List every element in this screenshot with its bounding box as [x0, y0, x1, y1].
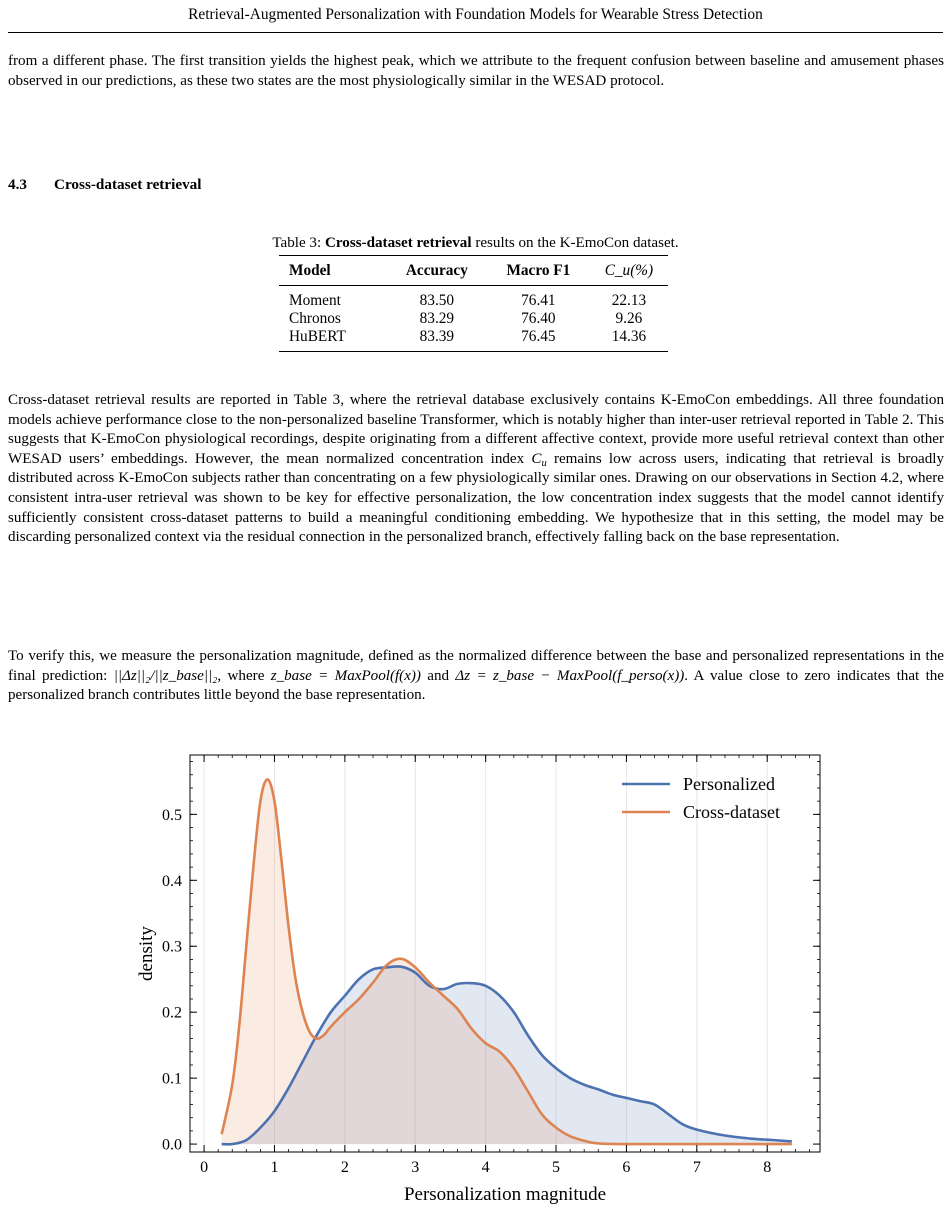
table-label: Table 3:	[272, 235, 322, 251]
cell-macro-f1: 76.41	[521, 292, 556, 309]
table-header-row	[279, 256, 668, 286]
cell-accuracy: 83.29	[419, 310, 455, 327]
concentration-subscript: u	[541, 457, 547, 469]
cell-model: Chronos	[289, 310, 341, 327]
x-tick-label: 1	[270, 1159, 279, 1176]
magnitude-text-2: , where	[217, 667, 271, 684]
magnitude-formula: ||Δz||₂/||z_base||₂	[113, 667, 218, 684]
x-tick-label: 3	[411, 1159, 420, 1176]
section-heading	[8, 175, 201, 195]
magnitude-text-4: . A value close to zero indicates that the personalized branch contributes little beyond the base representation.	[8, 667, 945, 704]
table-row	[279, 310, 668, 328]
cell-concentration: 22.13	[611, 292, 647, 309]
y-tick-label: 0.0	[162, 1136, 182, 1154]
area-personalized	[222, 966, 792, 1144]
magnitude-text-1: To verify this, we measure the personalization magnitude, defined as the normalized difference between the base and personalized representations in the final prediction:	[8, 648, 944, 684]
col-accuracy: Accuracy	[405, 261, 468, 279]
y-tick-label: 0.2	[162, 1004, 182, 1022]
table-title-rest: results on the K-EmoCon dataset.	[471, 235, 679, 251]
table-title-bold: Cross-dataset retrieval	[324, 235, 472, 251]
x-tick-label: 0	[200, 1159, 209, 1176]
table-caption	[0, 233, 951, 253]
zbase-formula: z_base = MaxPool(f(x))	[270, 667, 421, 684]
x-tick-label: 6	[622, 1159, 631, 1176]
magnitude-text-3: and	[420, 667, 456, 684]
y-tick-label: 0.3	[162, 938, 182, 956]
concentration-symbol: C	[531, 450, 542, 467]
cell-macro-f1: 76.40	[521, 310, 556, 327]
x-tick-label: 2	[340, 1159, 349, 1176]
cell-accuracy: 83.39	[419, 328, 455, 345]
running-title: Retrieval-Augmented Personalization with Foundation Models for Wearable Stress Detection	[188, 6, 763, 23]
col-concentration: C_u(%)	[604, 261, 654, 279]
x-axis-label: Personalization magnitude	[403, 1184, 607, 1205]
cell-concentration: 14.36	[611, 328, 647, 345]
magnitude-paragraph	[8, 647, 944, 706]
x-tick-label: 7	[692, 1159, 701, 1176]
results-table	[279, 255, 668, 352]
table-row	[279, 328, 668, 352]
legend-label-cross-dataset: Cross-dataset	[683, 802, 780, 822]
col-model: Model	[289, 261, 331, 279]
area-cross-dataset	[222, 779, 792, 1144]
col-macro-f1: Macro F1	[506, 261, 571, 279]
y-tick-label: 0.5	[162, 806, 182, 824]
line-personalized	[222, 966, 792, 1144]
cell-model: HuBERT	[289, 328, 346, 345]
cell-concentration: 9.26	[615, 310, 643, 327]
section-number: 4.3	[8, 176, 27, 193]
x-tick-label: 5	[552, 1159, 561, 1176]
table-row	[279, 286, 668, 311]
x-tick-label: 4	[481, 1159, 490, 1176]
y-axis-label: density	[136, 926, 157, 981]
plot-frame	[190, 755, 820, 1152]
cell-macro-f1: 76.45	[521, 328, 556, 345]
legend-label-personalized: Personalized	[683, 774, 775, 794]
line-cross-dataset	[222, 779, 792, 1144]
y-tick-label: 0.4	[162, 872, 182, 890]
delta-formula: Δz = z_base − MaxPool(f_perso(x))	[455, 667, 685, 684]
header-rule	[8, 32, 943, 33]
x-tick-label: 8	[763, 1159, 772, 1176]
results-text-2: remains low across users, indicating that retrieval is broadly distributed across K-EmoCon subjects rather than concentrating on a few physiologically similar ones. Drawing on our observations in Section 4.2, where consistent intra-user retrieval was shown to be key for effective personalization, the low concentration index suggests that the model cannot identify sufficiently consistent cross-dataset patterns to build a meaningful conditioning embedding. We hypothesize that in this setting, the model may be discarding personalized context via the residual connection in the personalized branch, effectively falling back on the base representation.	[8, 450, 944, 546]
results-text-1: Cross-dataset retrieval results are reported in Table 3, where the retrieval database exclusively contains K-EmoCon embeddings. All three foundation models achieve performance close to the non-personalized baseline Transformer, which is notably higher than inter-user retrieval reported in Table 2. This suggests that K-EmoCon physiological recordings, despite originating from a different affective context, provide more useful retrieval context than other WESAD users’ embeddings. However, the mean normalized concentration index	[8, 392, 944, 467]
intro-paragraph: from a different phase. The first transition yields the highest peak, which we attribute to the frequent confusion between baseline and amusement phases observed in our predictions, as these two states are the most physiologically similar in the WESAD protocol.	[8, 53, 944, 89]
cell-accuracy: 83.50	[419, 292, 455, 309]
results-paragraph	[8, 391, 944, 548]
cell-model: Moment	[289, 292, 341, 309]
section-title: Cross-dataset retrieval	[54, 176, 202, 193]
y-tick-label: 0.1	[162, 1070, 182, 1088]
